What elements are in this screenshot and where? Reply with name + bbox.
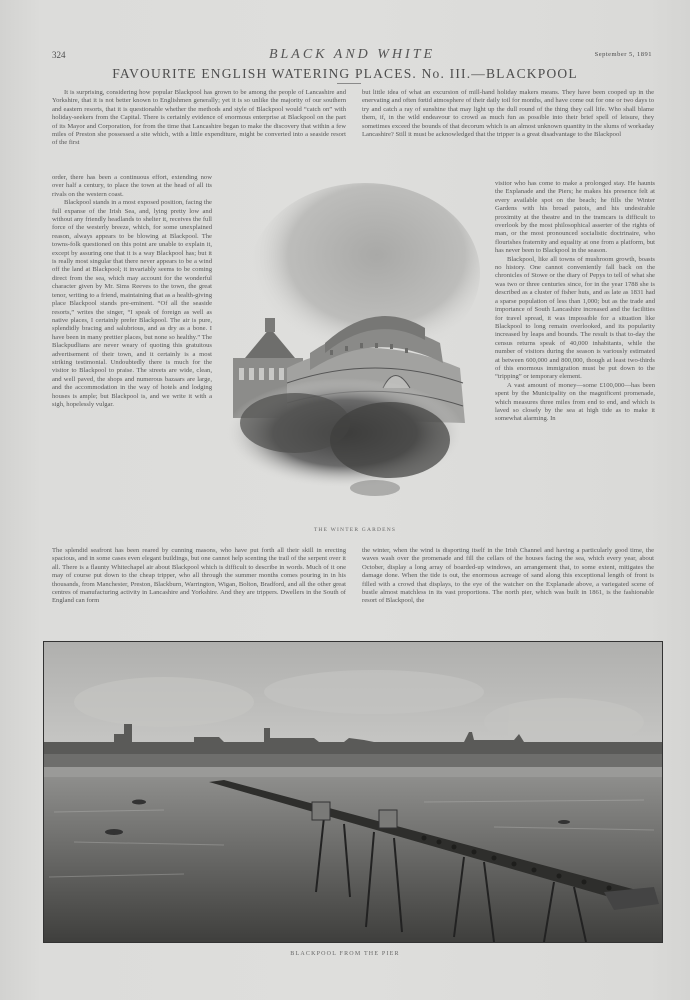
pier-scene-illustration <box>44 642 663 943</box>
article-title: FAVOURITE ENGLISH WATERING PLACES. No. III.—BLACKPOOL <box>112 66 578 81</box>
paragraph: Blackpool stands in a most exposed position, facing the full expanse of the Irish Sea, and, lying pretty low and without any friendly headlands to shelter it, receives the full force of the westerly breeze, which, for some unexplained reason, always appears to be blowing at Blackpool. The towns-folk questioned on this point are unable to explain it, except by assuring one that it is a way Blackpool has; but it is really most singular that there never appears to be a wind off the land at Blackpool; it invariably seems to be coming direct from the sea, which may account for the wonderful character given by Mr. Sims Reeves to the town, the great tenor, writing to a friend, maintaining that as a health-giving place Blackpool stands pre-eminent. “Of all the seaside resorts,” writes the singer, “I speak of foreign as well as native places, I certainly prefer Blackpool. The air is pure, splendidly bracing and salubrious, and as dry as a bone. I have been in many prettier places, but none so healthy.” The Blackpudlians are never weary of quoting this gratuitous advertisement of their town, and it certainly is a most striking testimonial. Undoubtedly there is much for the visitor to Blackpool to praise. The streets are wide, clean, and well paved, the shops and numerous bazaars are large, and the accommodation in the way of hotels and lodging houses is ample; but Blackpool is, and we write it with a sigh, hopelessly vulgar. <box>52 199 212 408</box>
paragraph: the winter, when the wind is disporting itself in the Irish Channel and having a particularly good time, the waves wash over the promenade and fill the cellars of the houses facing the sea, which every year, about October, display a long array of boarded-up windows, an arrangement that, to some extent, mitigates the damage done. When the tide is out, the enormous acreage of sand along this exceptional length of front is filled with a crowd that displays, to the eye of the watcher on the Explanade above, a variegated scene of bustle almost matchless in its vast proportions. The north pier, which was built in 1861, is the fashionable resort of Blackpool, the <box>362 547 654 605</box>
page-number: 324 <box>52 50 66 60</box>
blackpool-pier-photograph <box>43 641 663 943</box>
title-rule <box>337 83 361 84</box>
masthead: BLACK AND WHITE <box>268 47 436 62</box>
pier-caption: BLACKPOOL FROM THE PIER <box>290 951 400 957</box>
paragraph: order, there has been a continuous effort, extending now over half a century, to place the town at the head of all its rivals on the western coast. <box>52 174 212 198</box>
column-left-bottom <box>52 547 346 606</box>
running-head <box>52 47 652 63</box>
paragraph: A vast amount of money—some £100,000—has been spent by the Municipality on the magnificent promenade, which measures three miles from end to end, and which is laved so closely by the sea at high tide as to make it somewhat alarming. In <box>495 381 655 423</box>
column-right-bottom <box>362 547 654 606</box>
column-left-top <box>52 89 346 148</box>
paragraph: but little idea of what an excursion of mill-hand holiday makers means. They have been cooped up in the enervating and often fœtid atmosphere of their daily toil for months, and have come out for one or two days to try and catch a ray of sunshine that may light up the dull round of the thing they call life. Who shall blame them, if, in the wild endeavour to crowd as much fun as possible into their brief spell of leisure, they sometimes exceed the bounds of that decorum which is an almost unknown quantity in the slums of workaday Lancashire? Still it must be acknowledged that the tripper is a great disadvantage to the Blackpool <box>362 89 654 139</box>
column-right-top <box>362 89 654 139</box>
winter-gardens-caption: THE WINTER GARDENS <box>313 527 397 533</box>
issue-date: September 5, 1891 <box>594 51 652 58</box>
paragraph: visitor who has come to make a prolonged stay. He haunts the Explanade and the Piers; he makes his presence felt at every available spot on the beach; he fills the Winter Gardens with his broad patois, and his undesirable proximity at the theatre and in the tramcars is difficult to overlook by the most philosophical asserter of the rights of man, or the most pronounced socialistic doctrinaire, who flourishes fraternity and equality at one from a platform, but has never been to Blackpool in the season. <box>495 180 655 255</box>
paragraph: It is surprising, considering how popular Blackpool has grown to be among the people of Lancashire and Yorkshire, that it is not better known to Englishmen generally; yet it is so unlike the majority of our southern and eastern resorts, that it is questionable whether the methods and style of Blackpool would “catch on” with holiday-seekers from the Capital. There is certainly evidence of enormous enterprise at Blackpool on the part of its Mayor and Corporation, for from the time that Lancashire began to make the discovery that within a few miles of Preston she possessed a site which, with a little expenditure, might be converted into a seaside resort of the first <box>52 89 346 147</box>
column-right-narrow <box>495 180 655 424</box>
winter-gardens-illustration <box>225 178 480 508</box>
paragraph: The splendid seafront has been reared by cunning masons, who have put forth all their skill in erecting spacious, and in some cases even elegant buildings, but one cannot help scenting the trail of the serpent over it all. There is a flaunty Whitechapel air about Blackpool which is difficult to describe in words. Much of it one may of course put down to the cheap tripper, who all through the summer months comes pouring in in his thousands, from Manchester, Preston, Blackburn, Warrington, Wigan, Bolton, Bradford, and all the other great centres of manufacturing activity in Lancashire and Yorkshire. And they are trippers. Dwellers in the South of England can form <box>52 547 346 605</box>
paragraph: Blackpool, like all towns of mushroom growth, boasts no history. One cannot conveniently fall back on the chronicles of Stowe or the diary of Pepys to tell of what she was two or three centuries since, for in the year 1788 she is described as a cluster of fisher huts, and as late as 1831 had a sparse population of less than 1,000; but as the trade and importance of South Lancashire increased and the facilities for travel spread, it was impossible for a situation like Blackpool to long remain overlooked, and its popularity increased by leaps and bounds. The result is that to-day the census returns speak of 40,000 inhabitants, while the number of visitors during the season is variously estimated at between 600,000 and 800,000, though at least two-thirds of this enormous immigration must be put down to the “tripping” or temporary element. <box>495 255 655 381</box>
column-left-narrow <box>52 174 212 409</box>
